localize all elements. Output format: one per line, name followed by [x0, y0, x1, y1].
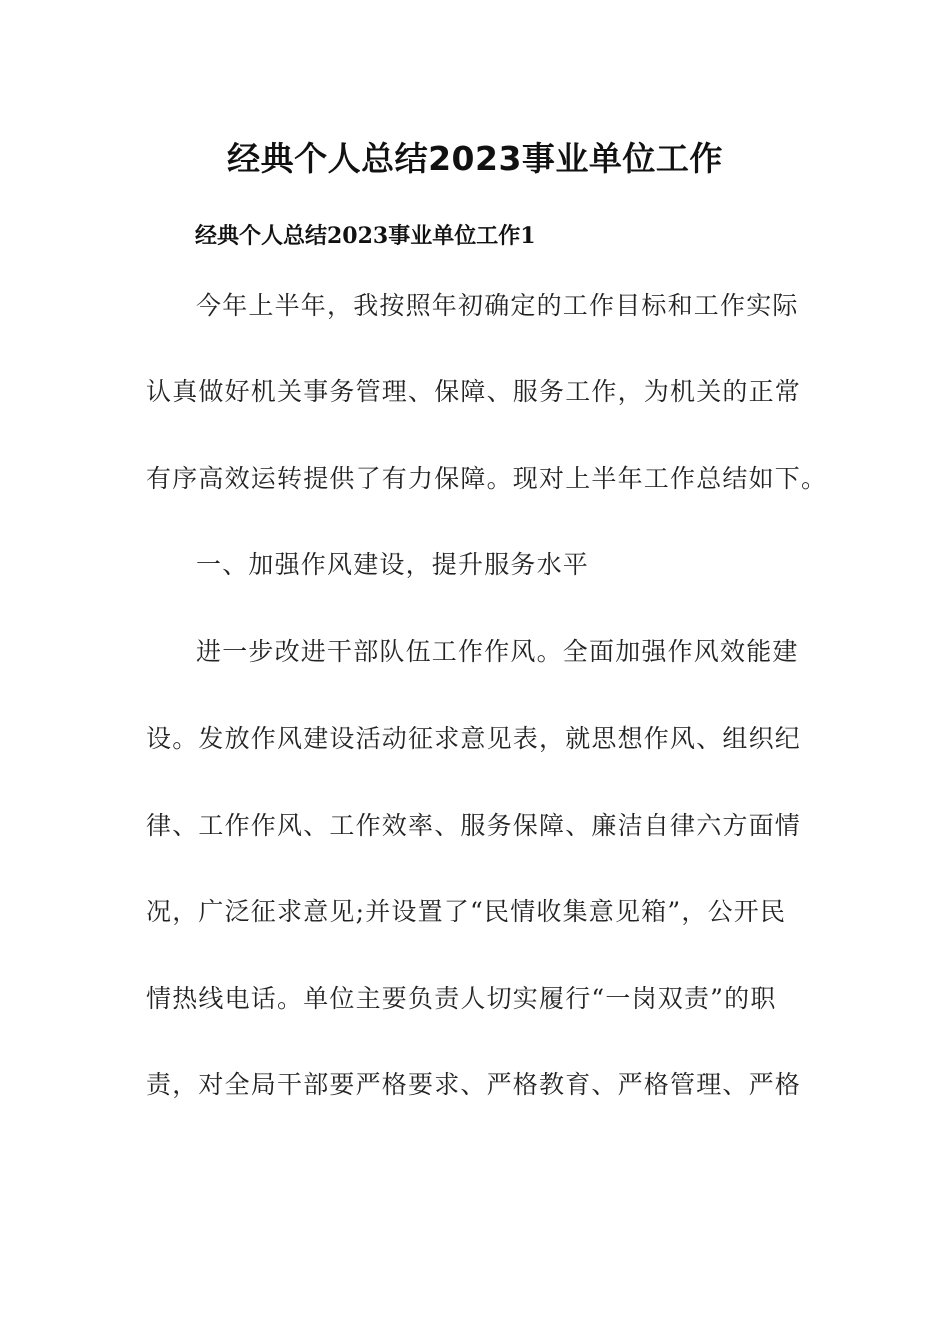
paragraph-line: 情热线电话。单位主要负责人切实履行“一岗双责”的职: [146, 984, 777, 1013]
section-heading: 经典个人总结2023事业单位工作1: [195, 223, 536, 249]
paragraph-line: 责，对全局干部要严格要求、严格教育、严格管理、严格: [146, 1070, 802, 1099]
paragraph-line: 进一步改进干部队伍工作作风。全面加强作风效能建: [196, 637, 799, 666]
paragraph-line: 律、工作作风、工作效率、服务保障、廉洁自律六方面情: [146, 811, 802, 840]
document-title: 经典个人总结2023事业单位工作: [227, 139, 723, 178]
subheading-line: 一、加强作风建设，提升服务水平: [196, 550, 590, 579]
paragraph-line: 认真做好机关事务管理、保障、服务工作，为机关的正常: [146, 377, 802, 406]
paragraph-line: 今年上半年，我按照年初确定的工作目标和工作实际: [196, 291, 799, 320]
paragraph-line: 况，广泛征求意见;并设置了“民情收集意见箱”，公开民: [146, 897, 787, 926]
paragraph-line: 有序高效运转提供了有力保障。现对上半年工作总结如下。: [146, 464, 828, 493]
paragraph-line: 设。发放作风建设活动征求意见表，就思想作风、组织纪: [146, 724, 802, 753]
